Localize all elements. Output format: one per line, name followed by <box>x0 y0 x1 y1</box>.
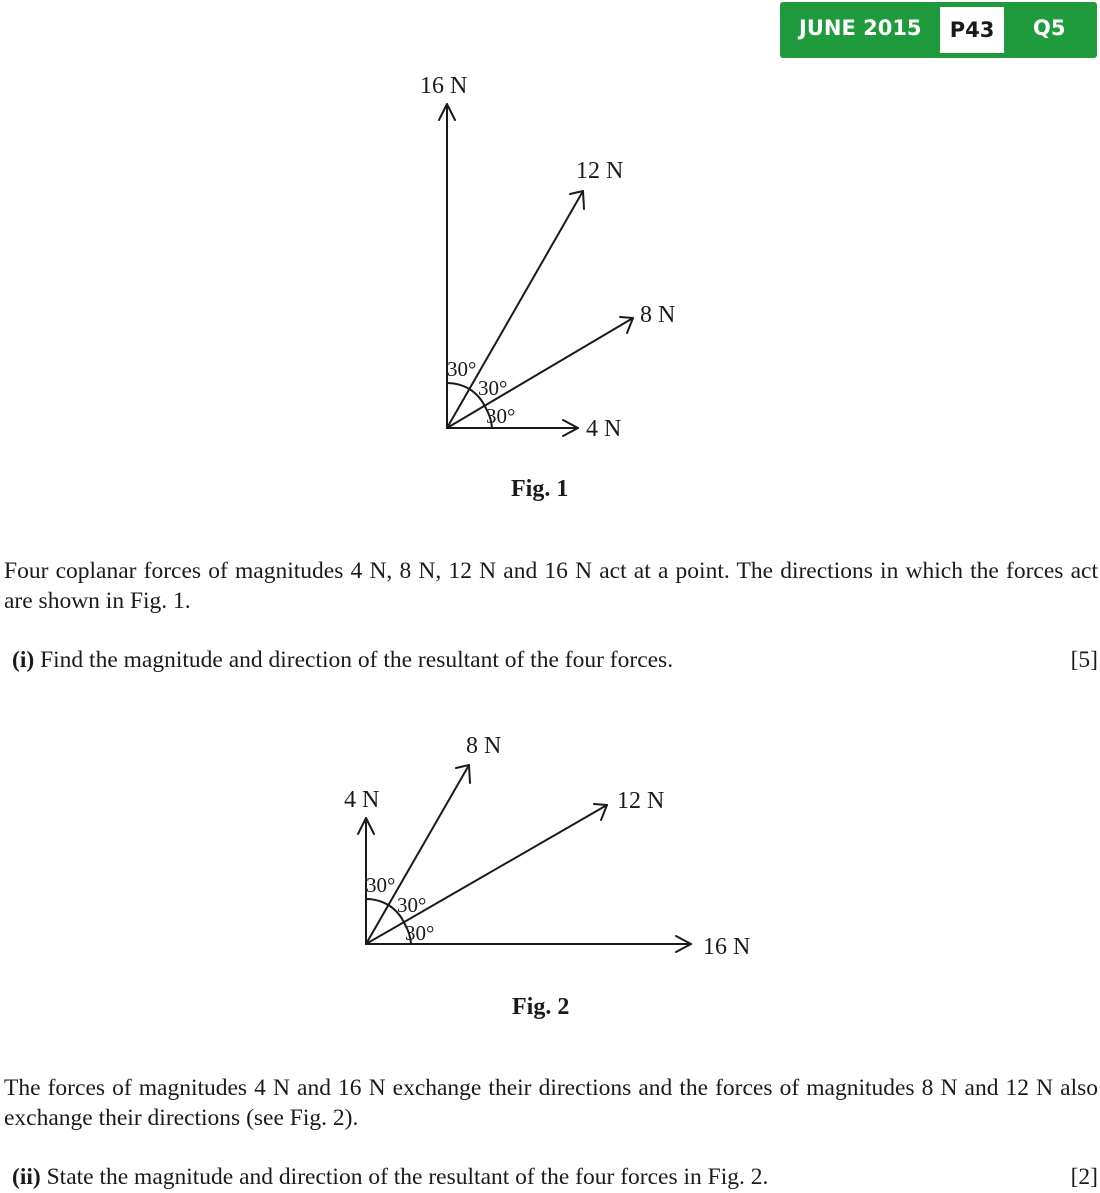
fig2-label-mid: 12 N <box>617 788 665 814</box>
part-ii-marks: [2] <box>1070 1164 1098 1190</box>
fig1-angle-label-1: 30° <box>447 357 477 381</box>
fig2-label-horizontal: 16 N <box>703 934 751 960</box>
figure-2-caption: Fig. 2 <box>512 994 570 1020</box>
figure-1-force-diagram <box>0 0 1100 520</box>
figure-2-force-diagram <box>0 720 1100 1020</box>
fig1-label-mid: 8 N <box>640 302 676 328</box>
part-i <box>12 645 1098 675</box>
fig2-label-vertical: 4 N <box>344 787 380 813</box>
question-intro: Four coplanar forces of magnitudes 4 N, 8 N, 12 N and 16 N act at a point. The directions in which the forces act are shown in Fig. 1. <box>4 558 1098 614</box>
fig2-force-mid <box>366 805 607 944</box>
fig1-force-steep <box>447 191 583 428</box>
part-i-number: (i) <box>12 647 35 673</box>
paper-code: P43 <box>940 7 1004 53</box>
fig2-angle-label-2: 30° <box>397 893 427 917</box>
fig2-angle-label-1: 30° <box>366 873 396 897</box>
figure-1-caption: Fig. 1 <box>511 476 569 502</box>
fig2-label-steep: 8 N <box>466 733 502 759</box>
exam-session: JUNE 2015 <box>799 16 922 40</box>
fig2-force-steep <box>366 765 469 944</box>
fig2-angle-arc-1 <box>366 899 389 905</box>
fig1-label-steep: 12 N <box>576 158 624 184</box>
part-i-text: Find the magnitude and direction of the resultant of the four forces. <box>40 647 674 673</box>
fig1-angle-arc-1 <box>447 383 470 389</box>
part-ii-number: (ii) <box>12 1164 41 1190</box>
exchange-paragraph: The forces of magnitudes 4 N and 16 N exchange their directions and the forces of magnitudes 8 N and 12 N also exchange their directions (see Fig. 2). <box>4 1075 1098 1131</box>
fig1-label-horizontal: 4 N <box>586 416 622 442</box>
part-ii-text: State the magnitude and direction of the resultant of the four forces in Fig. 2. <box>46 1164 769 1190</box>
question-number: Q5 <box>1033 16 1066 40</box>
part-ii <box>12 1162 1098 1192</box>
fig1-angle-label-2: 30° <box>478 376 508 400</box>
fig1-angle-label-3: 30° <box>486 404 516 428</box>
fig2-angle-label-3: 30° <box>405 921 435 945</box>
part-i-marks: [5] <box>1070 647 1098 673</box>
fig1-label-vertical: 16 N <box>420 73 468 99</box>
